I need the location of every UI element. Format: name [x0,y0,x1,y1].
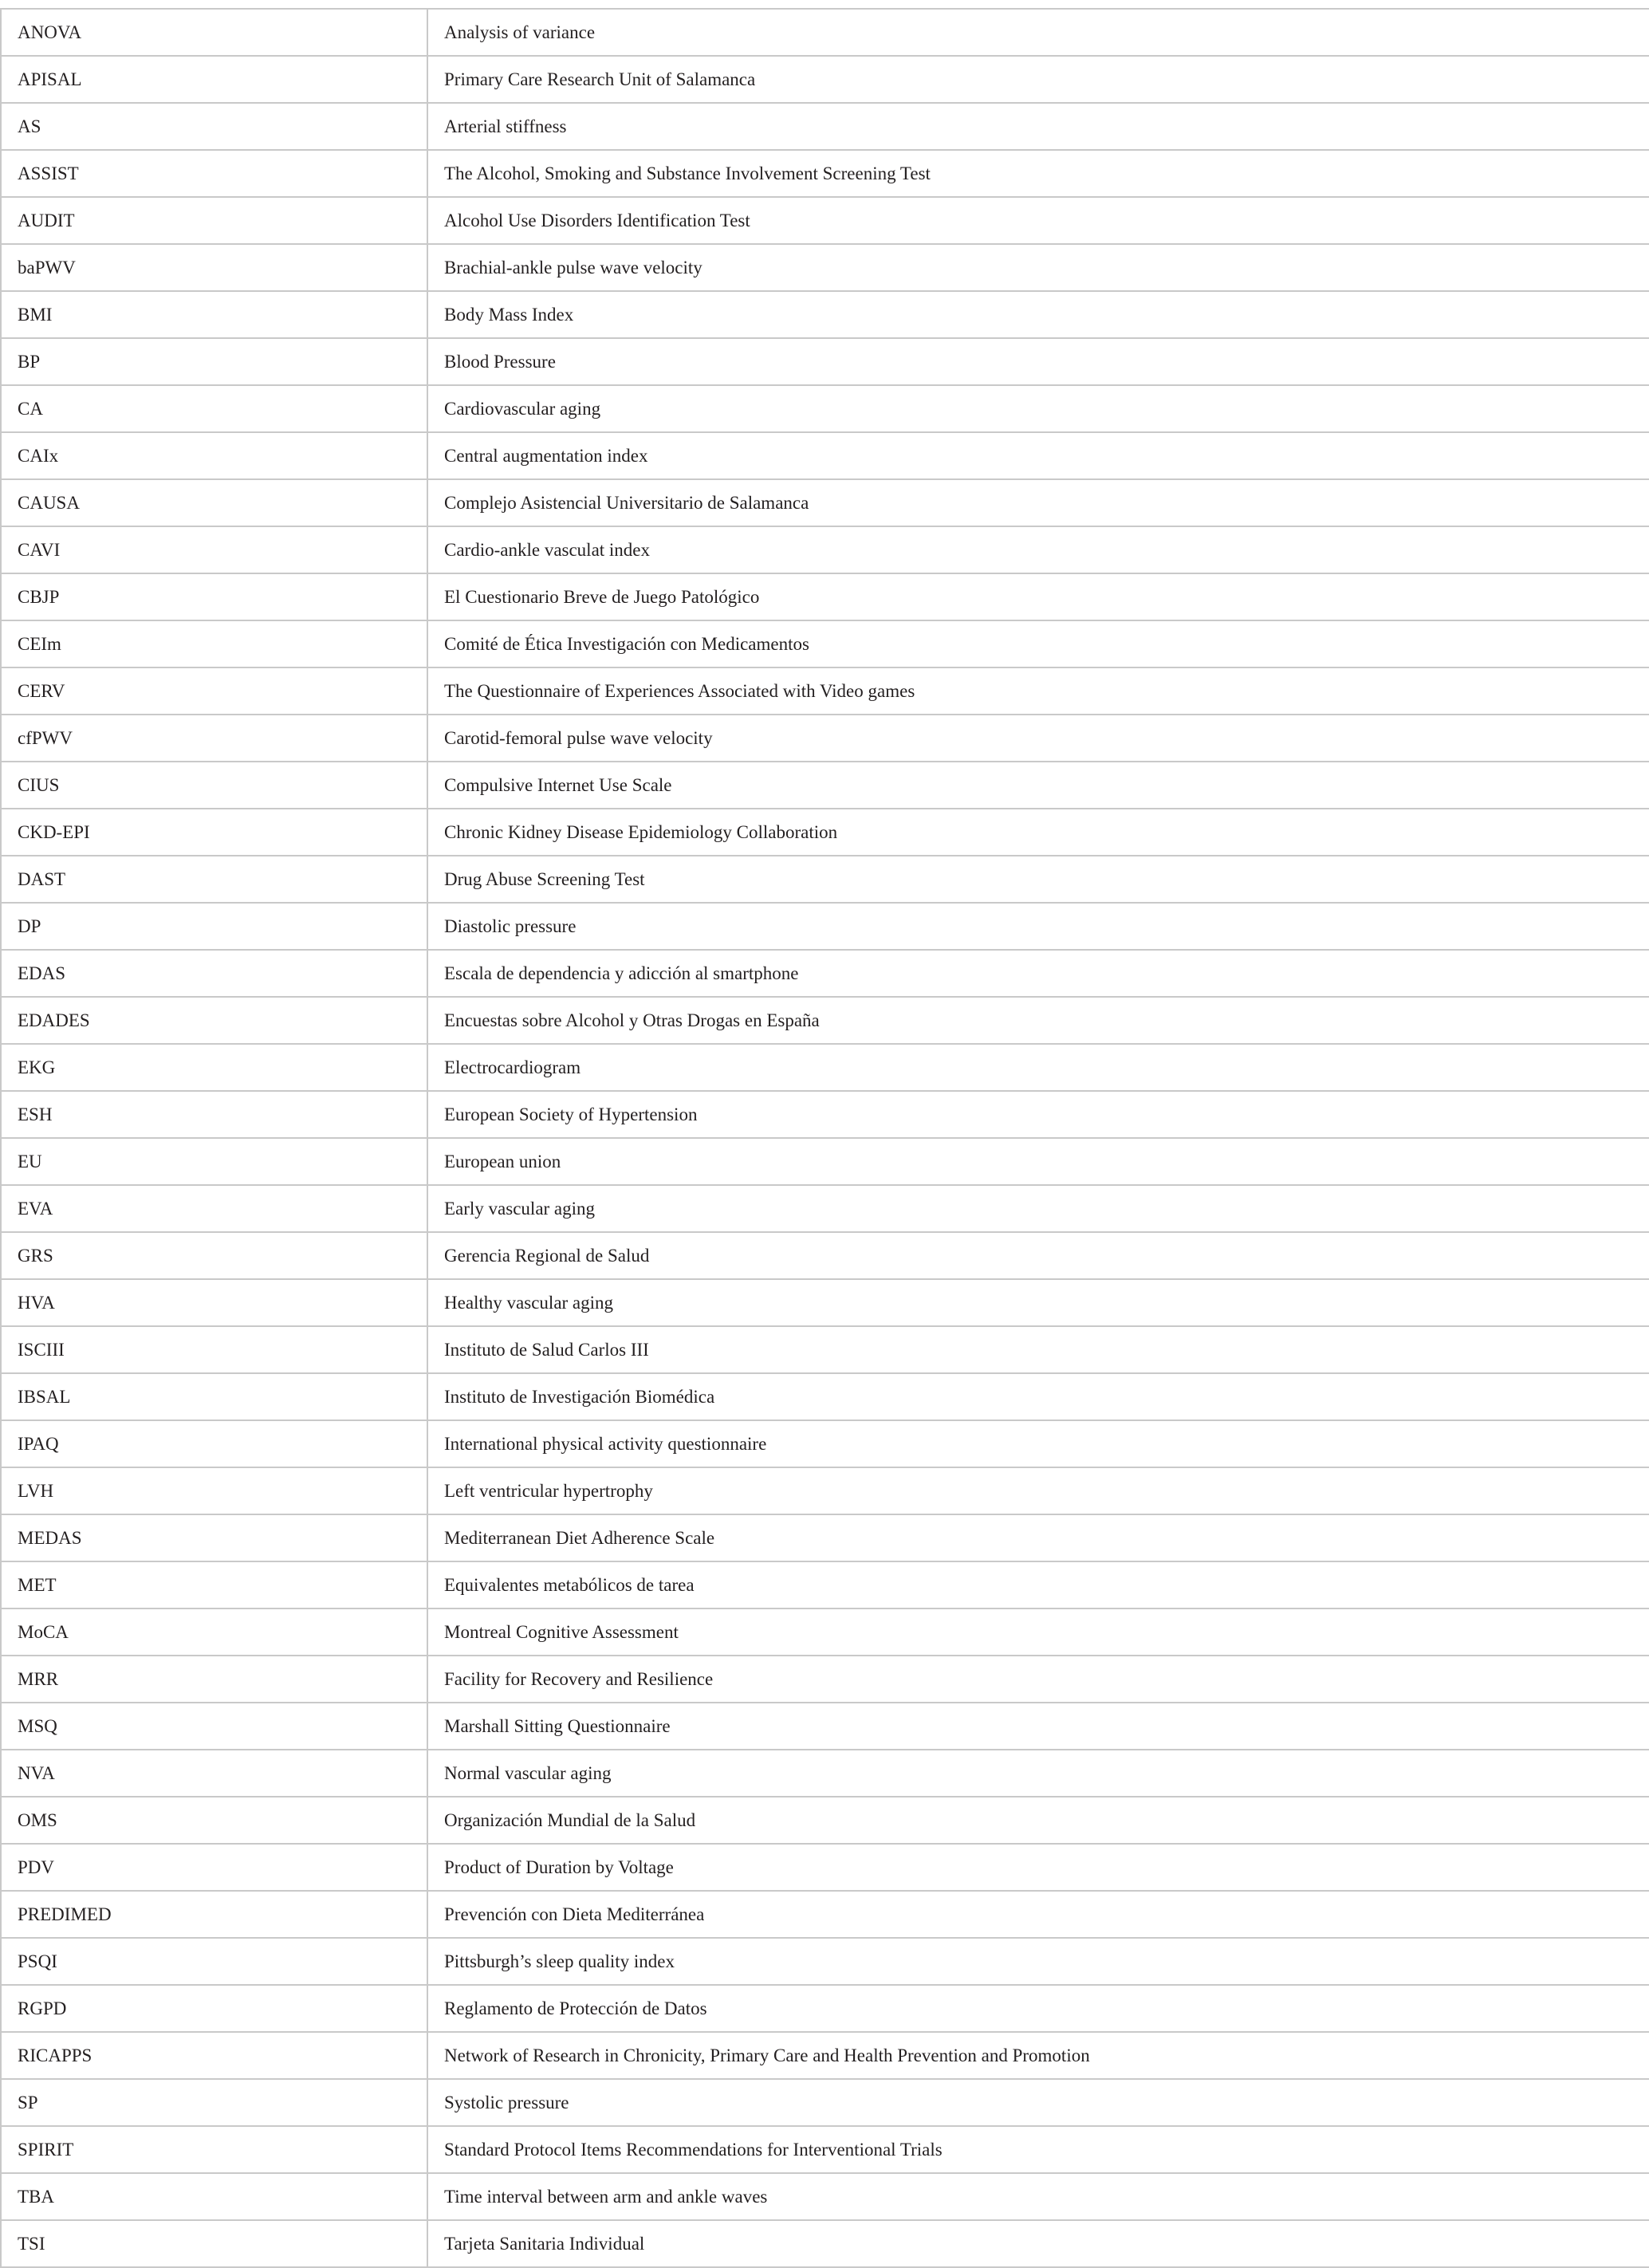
definition-cell: Time interval between arm and ankle waves [427,2173,1649,2220]
table-row [1,1938,1649,1985]
abbreviation-cell: baPWV [1,244,427,291]
definition-cell: Healthy vascular aging [427,1279,1649,1326]
abbreviation-cell: MRR [1,1656,427,1703]
definition-cell: Left ventricular hypertrophy [427,1467,1649,1514]
definition-cell: Cardiovascular aging [427,385,1649,432]
table-row [1,573,1649,620]
abbreviation-cell: CEIm [1,620,427,667]
definition-cell: Normal vascular aging [427,1750,1649,1797]
table-row [1,197,1649,244]
abbreviation-cell: LVH [1,1467,427,1514]
table-row [1,1373,1649,1420]
table-row [1,1420,1649,1467]
table-row [1,1608,1649,1656]
definition-cell: International physical activity questionnaire [427,1420,1649,1467]
table-row [1,1326,1649,1373]
abbreviation-cell: PDV [1,1844,427,1891]
table-row [1,667,1649,715]
table-row [1,620,1649,667]
table-row [1,1514,1649,1561]
abbreviation-cell: ASSIST [1,150,427,197]
abbreviation-cell: EU [1,1138,427,1185]
definition-cell: Drug Abuse Screening Test [427,856,1649,903]
abbreviation-cell: PSQI [1,1938,427,1985]
abbreviation-cell: BMI [1,291,427,338]
table-row [1,244,1649,291]
definition-cell: Central augmentation index [427,432,1649,479]
definition-cell: Pittsburgh’s sleep quality index [427,1938,1649,1985]
definition-cell: Prevención con Dieta Mediterránea [427,1891,1649,1938]
table-row [1,1561,1649,1608]
abbreviation-cell: APISAL [1,56,427,103]
abbreviation-cell: cfPWV [1,715,427,762]
table-row [1,2126,1649,2173]
abbreviation-cell: HVA [1,1279,427,1326]
definition-cell: Cardio-ankle vasculat index [427,526,1649,573]
definition-cell: Marshall Sitting Questionnaire [427,1703,1649,1750]
abbreviation-cell: MSQ [1,1703,427,1750]
definition-cell: European Society of Hypertension [427,1091,1649,1138]
table-row [1,338,1649,385]
definition-cell: Complejo Asistencial Universitario de Salamanca [427,479,1649,526]
table-row [1,809,1649,856]
abbreviation-cell: EKG [1,1044,427,1091]
table-row [1,903,1649,950]
abbreviation-cell: SPIRIT [1,2126,427,2173]
abbreviation-cell: CERV [1,667,427,715]
abbreviation-cell: OMS [1,1797,427,1844]
abbreviation-cell: ANOVA [1,9,427,56]
definition-cell: Facility for Recovery and Resilience [427,1656,1649,1703]
definition-cell: Diastolic pressure [427,903,1649,950]
definition-cell: Electrocardiogram [427,1044,1649,1091]
definition-cell: Escala de dependencia y adicción al smartphone [427,950,1649,997]
definition-cell: Comité de Ética Investigación con Medicamentos [427,620,1649,667]
definition-cell: El Cuestionario Breve de Juego Patológico [427,573,1649,620]
definition-cell: Gerencia Regional de Salud [427,1232,1649,1279]
table-row [1,1891,1649,1938]
definition-cell: Arterial stiffness [427,103,1649,150]
table-row [1,1138,1649,1185]
table-row [1,2220,1649,2267]
table-row [1,1656,1649,1703]
abbreviation-cell: PREDIMED [1,1891,427,1938]
table-row [1,1044,1649,1091]
definition-cell: Network of Research in Chronicity, Primary Care and Health Prevention and Promotion [427,2032,1649,2079]
abbreviation-cell: CA [1,385,427,432]
definition-cell: Analysis of variance [427,9,1649,56]
table-row [1,103,1649,150]
table-row [1,1703,1649,1750]
definition-cell: Product of Duration by Voltage [427,1844,1649,1891]
table-row [1,950,1649,997]
table-row [1,9,1649,56]
definition-cell: Body Mass Index [427,291,1649,338]
table-row [1,2079,1649,2126]
table-row [1,1091,1649,1138]
definition-cell: The Questionnaire of Experiences Associated with Video games [427,667,1649,715]
definition-cell: Primary Care Research Unit of Salamanca [427,56,1649,103]
table-row [1,1279,1649,1326]
abbreviation-cell: RICAPPS [1,2032,427,2079]
abbreviations-table-body [1,9,1649,2267]
definition-cell: Blood Pressure [427,338,1649,385]
definition-cell: Equivalentes metabólicos de tarea [427,1561,1649,1608]
definition-cell: The Alcohol, Smoking and Substance Involvement Screening Test [427,150,1649,197]
definition-cell: Organización Mundial de la Salud [427,1797,1649,1844]
table-row [1,715,1649,762]
table-row [1,762,1649,809]
table-row [1,856,1649,903]
definition-cell: Instituto de Investigación Biomédica [427,1373,1649,1420]
table-row [1,150,1649,197]
abbreviation-cell: GRS [1,1232,427,1279]
abbreviation-cell: CKD-EPI [1,809,427,856]
abbreviation-cell: EDADES [1,997,427,1044]
definition-cell: Instituto de Salud Carlos III [427,1326,1649,1373]
abbreviation-cell: CAIx [1,432,427,479]
table-row [1,1844,1649,1891]
table-row [1,479,1649,526]
abbreviation-cell: MoCA [1,1608,427,1656]
definition-cell: Carotid-femoral pulse wave velocity [427,715,1649,762]
abbreviation-cell: NVA [1,1750,427,1797]
table-row [1,56,1649,103]
abbreviation-cell: RGPD [1,1985,427,2032]
abbreviation-cell: MEDAS [1,1514,427,1561]
abbreviation-cell: CAUSA [1,479,427,526]
abbreviation-cell: ISCIII [1,1326,427,1373]
table-row [1,2173,1649,2220]
definition-cell: Mediterranean Diet Adherence Scale [427,1514,1649,1561]
abbreviation-cell: BP [1,338,427,385]
table-row [1,2032,1649,2079]
abbreviation-cell: CAVI [1,526,427,573]
abbreviation-cell: DAST [1,856,427,903]
table-row [1,432,1649,479]
definition-cell: Reglamento de Protección de Datos [427,1985,1649,2032]
definition-cell: Encuestas sobre Alcohol y Otras Drogas en España [427,997,1649,1044]
abbreviation-cell: EDAS [1,950,427,997]
definition-cell: Tarjeta Sanitaria Individual [427,2220,1649,2267]
definition-cell: Chronic Kidney Disease Epidemiology Collaboration [427,809,1649,856]
abbreviation-cell: TBA [1,2173,427,2220]
table-row [1,526,1649,573]
table-row [1,1185,1649,1232]
table-row [1,1797,1649,1844]
abbreviation-cell: ESH [1,1091,427,1138]
abbreviations-table [0,8,1649,2268]
definition-cell: Standard Protocol Items Recommendations for Interventional Trials [427,2126,1649,2173]
table-row [1,1232,1649,1279]
abbreviation-cell: EVA [1,1185,427,1232]
abbreviation-cell: TSI [1,2220,427,2267]
abbreviation-cell: MET [1,1561,427,1608]
definition-cell: Early vascular aging [427,1185,1649,1232]
abbreviation-cell: CIUS [1,762,427,809]
abbreviation-cell: AS [1,103,427,150]
definition-cell: European union [427,1138,1649,1185]
table-row [1,1985,1649,2032]
table-row [1,997,1649,1044]
abbreviation-cell: SP [1,2079,427,2126]
abbreviation-cell: IPAQ [1,1420,427,1467]
abbreviation-cell: DP [1,903,427,950]
table-row [1,385,1649,432]
definition-cell: Alcohol Use Disorders Identification Test [427,197,1649,244]
table-row [1,291,1649,338]
abbreviation-cell: AUDIT [1,197,427,244]
table-row [1,1750,1649,1797]
abbreviation-cell: IBSAL [1,1373,427,1420]
table-row [1,1467,1649,1514]
definition-cell: Compulsive Internet Use Scale [427,762,1649,809]
abbreviation-cell: CBJP [1,573,427,620]
definition-cell: Systolic pressure [427,2079,1649,2126]
definition-cell: Brachial-ankle pulse wave velocity [427,244,1649,291]
definition-cell: Montreal Cognitive Assessment [427,1608,1649,1656]
